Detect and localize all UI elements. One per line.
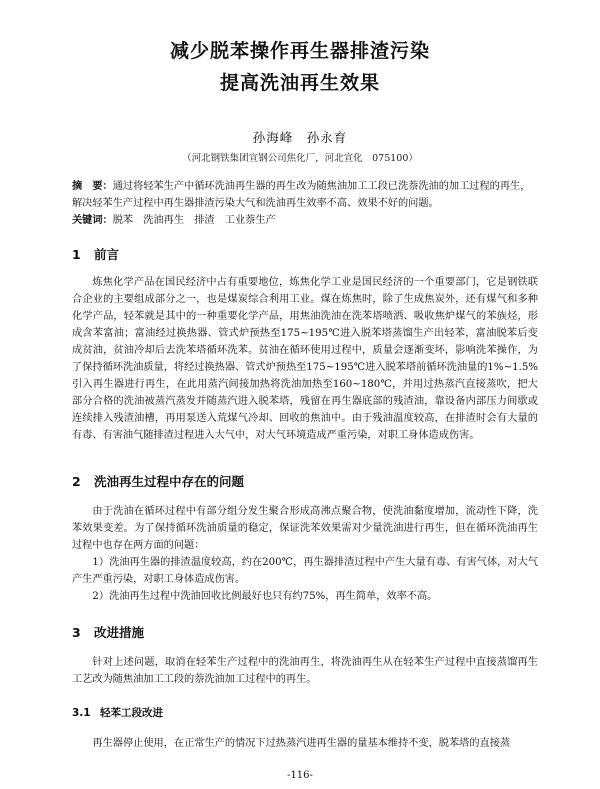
section-2-heading [72, 472, 244, 490]
section-title: 洗油再生过程中存在的问题 [94, 474, 245, 489]
section-2-paragraph-3: 2）洗油再生过程中洗油回收比例最好也只有约75%，再生简单，效率不高。 [92, 591, 438, 602]
section-title: 改进措施 [94, 625, 145, 640]
paper-title-line-2: 提高洗油再生效果 [219, 72, 380, 94]
section-number: 3 [72, 625, 81, 640]
keywords: 脱苯 洗油再生 排渣 工业萘生产 [112, 215, 276, 226]
subsection-3-1-heading [72, 705, 163, 720]
section-2-paragraph-2: 1）洗油再生器的排渣温度较高，约在200℃，再生器排渣过程中产生大量有毒、有害气体，对大气产生严重污染，对职工身体造成伤害。 [72, 557, 538, 585]
page-number: -116- [287, 770, 313, 781]
section-1-paragraph: 炼焦化学产品在国民经济中占有重要地位，炼焦化学工业是国民经济的一个重要部门，它是钢铁联合企业的主要组成部分之一，也是煤炭综合利用工业。煤在炼焦时，除了生成焦炭外，还有煤气和多种化学产品，轻苯就是其中的一种重要化学产品，用焦油洗油在洗苯塔喷洒、吸收焦炉煤气的苯族烃，形成含苯富油；富油经过换热器、管式炉预热至175~195℃进入脱苯塔蒸馏生产出轻苯，富油脱苯后变成贫油，贫油冷却后去洗苯塔循环洗苯。贫油在循环使用过程中，质量会逐渐变坏，影响洗苯操作，为了保持循环洗油质量，将经过换热器、管式炉预热至175~195℃进入脱苯塔前循环洗油量的1%~1.5%引入再生器进行再生，在此用蒸汽间接加热将洗油加热至160~180℃，并用过热蒸汽直接蒸吹，把大部分合格的洗油被蒸汽蒸发并随蒸汽进入脱苯塔，残留在再生器底部的残渣油，靠设备内部压力间歇或连续排入残渣油槽，再用泵送入荒煤气冷却、回收的焦油中。由于残油温度较高，在排渣时会有大量的有毒、有害油气随排渣过程进入大气中，对大气环境造成严重污染，对职工身体造成伤害。 [72, 277, 538, 441]
subsection-title: 轻苯工段改进 [100, 707, 163, 719]
subsection-number: 3.1 [72, 707, 91, 719]
abstract [72, 178, 538, 229]
section-1-heading [72, 245, 119, 263]
paper-title-line-1: 减少脱苯操作再生器排渣污染 [169, 40, 430, 62]
keywords-label: 关键词： [72, 215, 113, 226]
authors: 孙海峰 孙永育 [252, 130, 348, 145]
section-2-paragraph-1: 由于洗油在循环过程中有部分组分发生聚合形成高沸点聚合物，使洗油黏度增加，流动性下降，洗苯效果变差。为了保持循环洗油质量的稳定，保证洗苯效果需对少量洗油进行再生，但在循环洗油再生过程中也存在两方面的问题： [72, 506, 538, 551]
section-number: 2 [72, 474, 81, 489]
section-title: 前言 [94, 247, 120, 262]
abstract-label: 摘 要： [72, 181, 113, 192]
affiliation: （河北钢铁集团宣钢公司焦化厂，河北宣化 075100） [182, 153, 418, 164]
section-3-paragraph: 针对上述问题，取消在轻苯生产过程中的洗油再生，将洗油再生从在轻苯生产过程中直接蒸馏再生工艺改为随焦油加工工段的萘洗油加工过程中的再生。 [72, 657, 538, 685]
section-number: 1 [72, 247, 81, 262]
subsection-3-1-paragraph: 再生器停止使用，在正常生产的情况下过热蒸汽进再生器的量基本维持不变，脱苯塔的直接蒸 [92, 738, 511, 749]
section-3-heading [72, 623, 144, 641]
abstract-text: 通过将轻苯生产中循环洗油再生器的再生改为随焦油加工工段已洗萘洗油的加工过程的再生，解决轻苯生产过程中再生器排渣污染大气和洗油再生效率不高、效果不好的问题。 [72, 181, 531, 209]
